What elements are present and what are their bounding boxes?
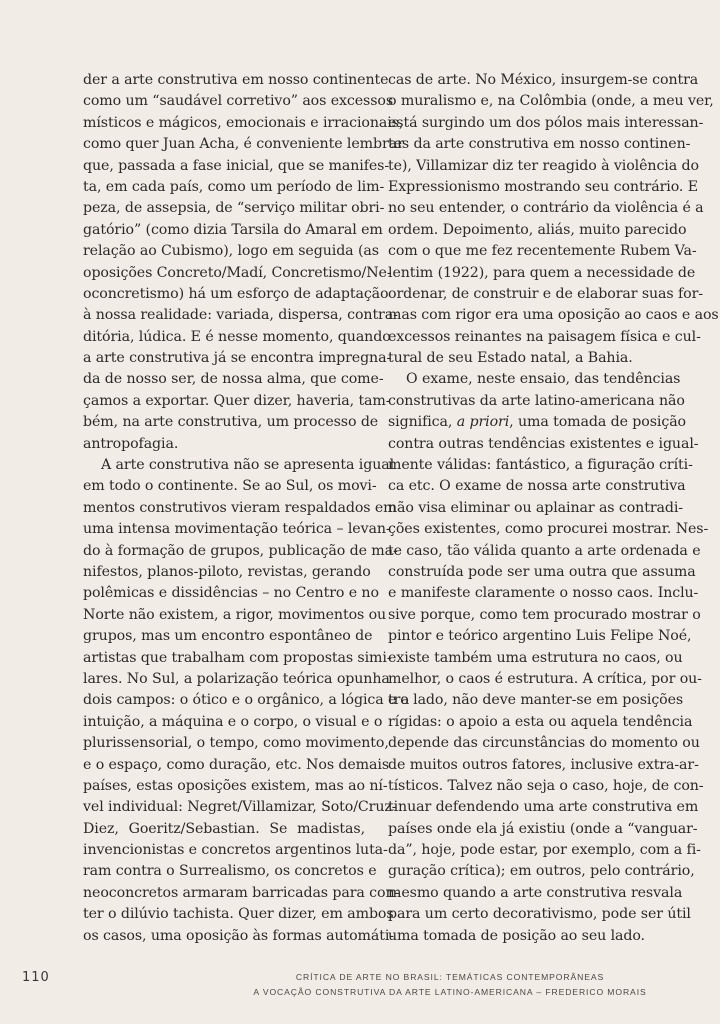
text-line: lentim (1922), para quem a necessidade de <box>388 264 696 281</box>
text-line: e o espaço, como duração, etc. Nos demais <box>83 756 390 773</box>
text-line: Norte não existem, a rigor, movimentos ou <box>83 606 387 623</box>
text-line: polêmicas e dissidências – no Centro e no <box>83 585 379 602</box>
text-line: mentos construtivos vieram respaldados em <box>83 499 397 516</box>
text-line: nifestos, planos-piloto, revistas, gerando <box>83 563 371 580</box>
text-line: dois campos: o ótico e o orgânico, a lógica e a <box>83 692 410 709</box>
text-line: lares. No Sul, a polarização teórica opunha <box>83 670 390 687</box>
text-line: não visa eliminar ou aplainar as contradi- <box>388 499 683 516</box>
text-line: tural de seu Estado natal, a Bahia. <box>388 350 633 367</box>
text-line: ordenar, de construir e de elaborar suas for- <box>388 285 703 302</box>
text-line: está surgindo um dos pólos mais interessan- <box>388 114 704 131</box>
text-line: uma intensa movimentação teórica – levan- <box>83 521 391 538</box>
text-line: bém, na arte construtiva, um processo de <box>83 414 379 431</box>
text-line: excessos reinantes na paisagem física e cul- <box>388 328 701 345</box>
text-line: os casos, uma oposição às formas automáti- <box>83 927 394 944</box>
text-line: mente válidas: fantástico, a figuração críti- <box>388 457 693 474</box>
text-line: com o que me fez recentemente Rubem Va- <box>388 243 697 260</box>
text-line: à nossa realidade: variada, dispersa, contra- <box>83 307 398 324</box>
text-line: o muralismo e, na Colômbia (onde, a meu ver, <box>388 93 714 110</box>
text-line: construtivas da arte latino-americana não <box>388 392 685 409</box>
running-footer-book-title: CRÍTICA DE ARTE NO BRASIL: TEMÁTICAS CONTEMPORÂNEAS <box>295 972 605 982</box>
text-line: a arte construtiva já se encontra impregna- <box>83 350 392 367</box>
text-line: ordem. Depoimento, aliás, muito parecido <box>388 221 687 238</box>
text-line: do à formação de grupos, publicação de ma- <box>83 542 398 559</box>
text-line: uma tomada de posição ao seu lado. <box>388 927 645 944</box>
text-line: ca etc. O exame de nossa arte construtiva <box>388 478 686 495</box>
text-line: tro lado, não deve manter-se em posições <box>388 692 684 709</box>
text-line: ditória, lúdica. E é nesse momento, quando <box>83 328 391 345</box>
text-line: países, estas oposições existem, mas ao ní- <box>83 777 388 794</box>
text-line: Expressionismo mostrando seu contrário. E <box>388 178 698 195</box>
text-line: tinuar defendendo uma arte construtiva em <box>388 799 699 816</box>
text-line: da de nosso ser, de nossa alma, que come- <box>83 371 384 388</box>
text-line: invencionistas e concretos argentinos luta- <box>83 842 388 859</box>
text-line: da”, hoje, pode estar, por exemplo, com a fi- <box>388 842 701 859</box>
text-line: para um certo decorativismo, pode ser útil <box>388 906 691 923</box>
text-line: cas de arte. No México, insurgem-se contra <box>388 72 699 88</box>
text-line: como quer Juan Acha, é conveniente lembrar <box>83 136 404 153</box>
text-line: como um “saudável corretivo” aos excessos <box>83 93 394 110</box>
text-line: intuição, a máquina e o corpo, o visual e o <box>83 713 383 730</box>
text-line: em todo o continente. Se ao Sul, os movi- <box>83 478 377 495</box>
text-line: te), Villamizar diz ter reagido à violência do <box>388 157 699 174</box>
text-line: gatório” (como dizia Tarsila do Amaral em <box>83 221 383 238</box>
text-line: O exame, neste ensaio, das tendências <box>406 371 681 388</box>
text-line: mesmo quando a arte construtiva resvala <box>388 884 683 901</box>
text-line: países onde ela já existiu (onde a “vanguar- <box>388 820 698 837</box>
text-line: no seu entender, o contrário da violência é a <box>388 200 704 217</box>
text-line: rígidas: o apoio a esta ou aquela tendência <box>388 713 693 730</box>
text-line: significa, a priori, uma tomada de posição <box>388 414 686 431</box>
text-line: te caso, tão válida quanto a arte ordenada e <box>388 542 701 559</box>
text-line: sive porque, como tem procurado mostrar o <box>388 606 701 623</box>
text-line: relação ao Cubismo), logo em seguida (as <box>83 243 379 260</box>
text-line: depende das circunstâncias do momento ou <box>388 735 700 752</box>
text-line: oposições Concreto/Madí, Concretismo/Ne- <box>83 264 392 281</box>
text-line: e manifeste claramente o nosso caos. Inclu- <box>388 585 699 602</box>
text-line: der a arte construtiva em nosso continente <box>83 72 389 88</box>
text-line: que, passada a fase inicial, que se manifes- <box>83 157 390 174</box>
text-line: oconcretismo) há um esforço de adaptação <box>83 285 389 302</box>
text-line: de muitos outros fatores, inclusive extra-ar- <box>388 756 699 773</box>
text-line: tísticos. Talvez não seja o caso, hoje, de con- <box>388 777 704 794</box>
text-line: tes da arte construtiva em nosso continen- <box>388 136 691 153</box>
text-line: mas com rigor era uma oposição ao caos e aos <box>388 307 719 324</box>
text-line: ções existentes, como procurei mostrar. Nes- <box>388 521 709 538</box>
text-line: peza, de assepsia, de “serviço militar obri- <box>83 200 385 217</box>
text-line: A arte construtiva não se apresenta igual <box>101 457 395 474</box>
text-line: místicos e mágicos, emocionais e irracionais, <box>83 114 404 131</box>
text-line: antropofagia. <box>83 435 179 452</box>
text-line: melhor, o caos é estrutura. A crítica, por ou- <box>388 670 702 687</box>
running-footer-chapter-title: A VOCAÇÃO CONSTRUTIVA DA ARTE LATINO-AMERICANA – FREDERICO MORAIS <box>253 987 647 997</box>
text-line: construída pode ser uma outra que assuma <box>388 563 696 580</box>
text-line: ter o dilúvio tachista. Quer dizer, em ambos <box>83 906 394 923</box>
text-line: neoconcretos armaram barricadas para con- <box>83 884 400 901</box>
text-line: grupos, mas um encontro espontâneo de <box>83 628 373 645</box>
text-line: existe também uma estrutura no caos, ou <box>388 649 683 666</box>
text-line: contra outras tendências existentes e igual- <box>388 435 699 452</box>
page-number: 110 <box>22 970 50 985</box>
text-line: Diez, Goeritz/Sebastian. Se madistas, <box>83 820 365 837</box>
text-line: artistas que trabalham com propostas simi- <box>83 649 392 666</box>
text-line: plurissensorial, o tempo, como movimento, <box>83 735 389 752</box>
text-line: guração crítica); em outros, pelo contrário, <box>388 863 695 880</box>
right-text-column <box>388 70 719 947</box>
text-line: vel individual: Negret/Villamizar, Soto/Cruz- <box>83 799 397 816</box>
text-line: ram contra o Surrealismo, os concretos e <box>83 863 377 880</box>
text-line: çamos a exportar. Quer dizer, haveria, tam- <box>83 392 391 409</box>
text-line: ta, em cada país, como um período de lim- <box>83 178 385 195</box>
left-text-column <box>83 70 410 947</box>
text-line: pintor e teórico argentino Luis Felipe Noé, <box>388 628 692 645</box>
